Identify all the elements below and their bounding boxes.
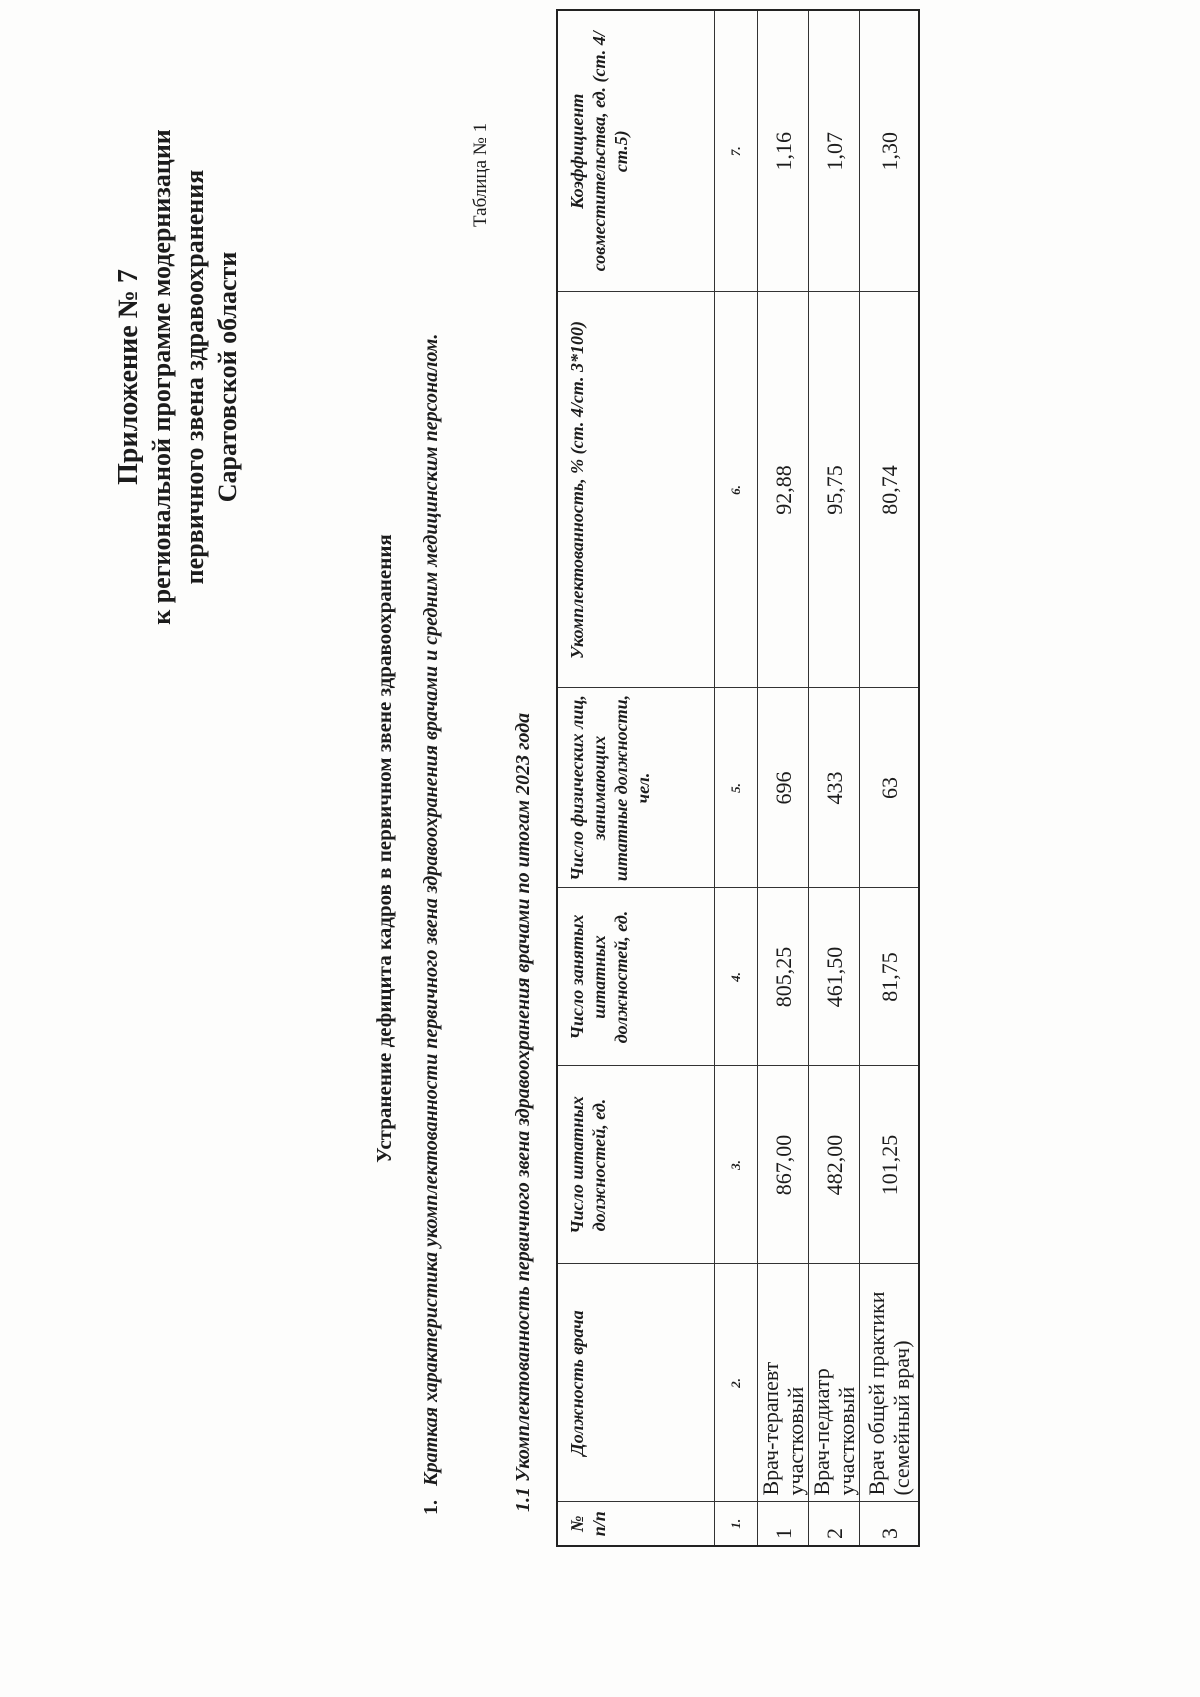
- column-number: 1.: [715, 1502, 758, 1546]
- persons-value: 63: [860, 688, 920, 888]
- table-row: [860, 10, 920, 1546]
- column-number: 3.: [715, 1066, 758, 1264]
- doctor-position: Врач-педиатр участковый: [809, 1264, 860, 1502]
- row-number: 1: [758, 1502, 809, 1546]
- column-number-row: [715, 10, 758, 1546]
- appendix-title: Приложение № 7: [113, 269, 144, 485]
- header-position: Должность врача: [557, 1264, 715, 1502]
- doctor-position: Врач-терапевт участковый: [758, 1264, 809, 1502]
- occupied-positions-value: 805,25: [758, 888, 809, 1066]
- staffing-table: [556, 9, 920, 1547]
- staffing-percent-value: 95,75: [809, 292, 860, 688]
- staff-positions-value: 867,00: [758, 1066, 809, 1264]
- column-number: 6.: [715, 292, 758, 688]
- header-staffing-percent: Укомплектованность, % (ст. 4/ст. 3*100): [557, 292, 715, 688]
- persons-value: 433: [809, 688, 860, 888]
- staff-positions-value: 101,25: [860, 1066, 920, 1264]
- doctor-position: Врач общей практики (семейный врач): [860, 1264, 920, 1502]
- occupied-positions-value: 461,50: [809, 888, 860, 1066]
- coefficient-value: 1,16: [758, 10, 809, 292]
- column-number: 4.: [715, 888, 758, 1066]
- table-row: [809, 10, 860, 1546]
- header-number: № п/п: [557, 1502, 715, 1546]
- header-combination-coefficient: Коэффициент совместительства, ед. (ст. 4/ст.5): [557, 10, 715, 292]
- appendix-line-2: к региональной программе модернизации: [147, 129, 176, 625]
- staffing-percent-value: 80,74: [860, 292, 920, 688]
- appendix-header: [112, 97, 244, 657]
- table-number: Таблица № 1: [470, 122, 491, 227]
- appendix-line-3: первичного звена здравоохранения: [180, 169, 209, 585]
- row-number: 3: [860, 1502, 920, 1546]
- header-occupied-positions: Число занятых штатных должностей, ед.: [557, 888, 715, 1066]
- staffing-percent-value: 92,88: [758, 292, 809, 688]
- staff-positions-value: 482,00: [809, 1066, 860, 1264]
- column-number: 2.: [715, 1264, 758, 1502]
- header-staff-positions: Число штатных должностей, ед.: [557, 1066, 715, 1264]
- coefficient-value: 1,07: [809, 10, 860, 292]
- table-row: [758, 10, 809, 1546]
- section-1-heading: [420, 334, 443, 1515]
- column-number: 7.: [715, 10, 758, 292]
- section-1-1-heading: 1.1 Укомплектованность первичного звена здравоохранения врачами по итогам 2023 года: [512, 712, 534, 1512]
- column-number: 5.: [715, 688, 758, 888]
- coefficient-value: 1,30: [860, 10, 920, 292]
- row-number: 2: [809, 1502, 860, 1546]
- occupied-positions-value: 81,75: [860, 888, 920, 1066]
- table-header-row: [557, 10, 715, 1546]
- appendix-line-4: Саратовской области: [213, 251, 242, 503]
- section-1-text: Краткая характеристика укомплектованности первичного звена здравоохранения врачами и средним медицинским персоналом.: [420, 333, 442, 1486]
- document-title: Устранение дефицита кадров в первичном звене здравоохранения: [372, 534, 396, 1163]
- header-persons: Число физических лиц, занимающих штатные должности, чел.: [557, 688, 715, 888]
- persons-value: 696: [758, 688, 809, 888]
- section-1-number: 1.: [420, 1500, 442, 1515]
